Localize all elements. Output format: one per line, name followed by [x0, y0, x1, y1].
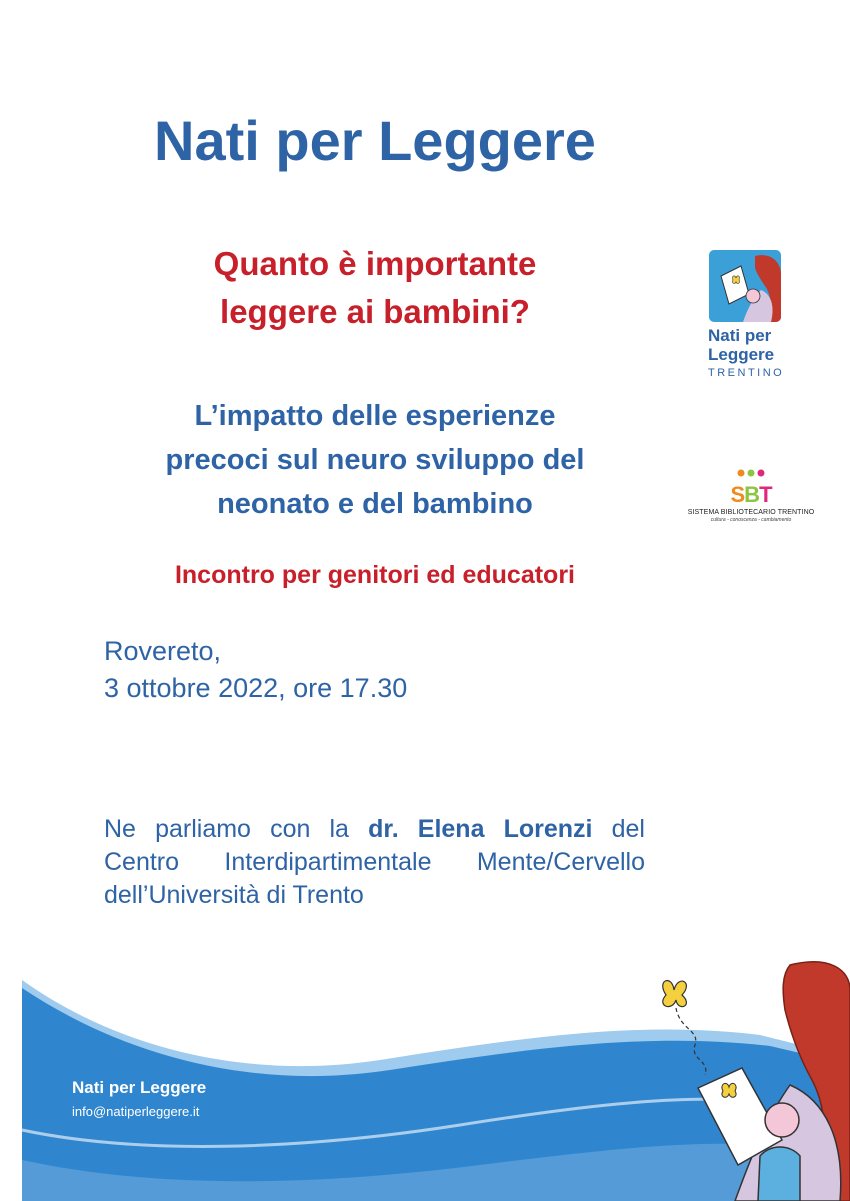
npl-logo-name-1: Nati per [708, 326, 772, 345]
event-details [104, 633, 407, 707]
event-date: 3 ottobre 2022, ore 17.30 [104, 673, 408, 703]
speaker-line-3: dell’Università di Trento [104, 881, 364, 909]
npl-logo-illustration [709, 250, 781, 322]
sbt-mark-b: B [744, 482, 760, 507]
question-line-1: Quanto è importante [213, 245, 537, 282]
sbt-tagline: cultura - conoscenza - cambiamento [710, 517, 792, 523]
speaker-intro: Ne parliamo con la [104, 815, 349, 843]
subtitle-line-1: L’impatto delle esperienze [194, 400, 556, 432]
npl-trentino-logo [706, 250, 826, 379]
speaker-line-2: Centro Interdipartimentale Mente/Cervello [104, 848, 645, 876]
question-line-2: leggere ai bambini? [220, 293, 530, 330]
npl-logo-name [706, 326, 826, 364]
npl-logo-name-2: Leggere [708, 345, 775, 364]
sbt-logo [686, 465, 816, 523]
question-heading [0, 240, 750, 336]
event-city: Rovereto, [104, 636, 222, 666]
footer-email: info@natiperleggere.it [72, 1104, 200, 1119]
speaker-info [104, 813, 645, 912]
speaker-name: dr. Elena Lorenzi [368, 815, 593, 843]
subtitle-line-2: precoci sul neuro sviluppo del [165, 444, 585, 476]
subtitle-line-3: neonato e del bambino [217, 488, 533, 520]
sbt-mark-s: S [730, 482, 745, 507]
subtitle [0, 394, 750, 526]
npl-logo-region: TRENTINO [708, 367, 785, 379]
speaker-after: del [611, 815, 645, 843]
footer-brand: Nati per Leggere [72, 1078, 207, 1097]
meeting-type: Incontro per genitori ed educatori [174, 561, 576, 589]
sbt-mark [686, 483, 816, 507]
sbt-mark-t: T [759, 482, 772, 507]
sbt-dots-icon [731, 468, 771, 478]
page-title: Nati per Leggere [154, 109, 596, 172]
sbt-name: SISTEMA BIBLIOTECARIO TRENTINO [687, 509, 815, 516]
speaker-line-1 [104, 813, 645, 846]
